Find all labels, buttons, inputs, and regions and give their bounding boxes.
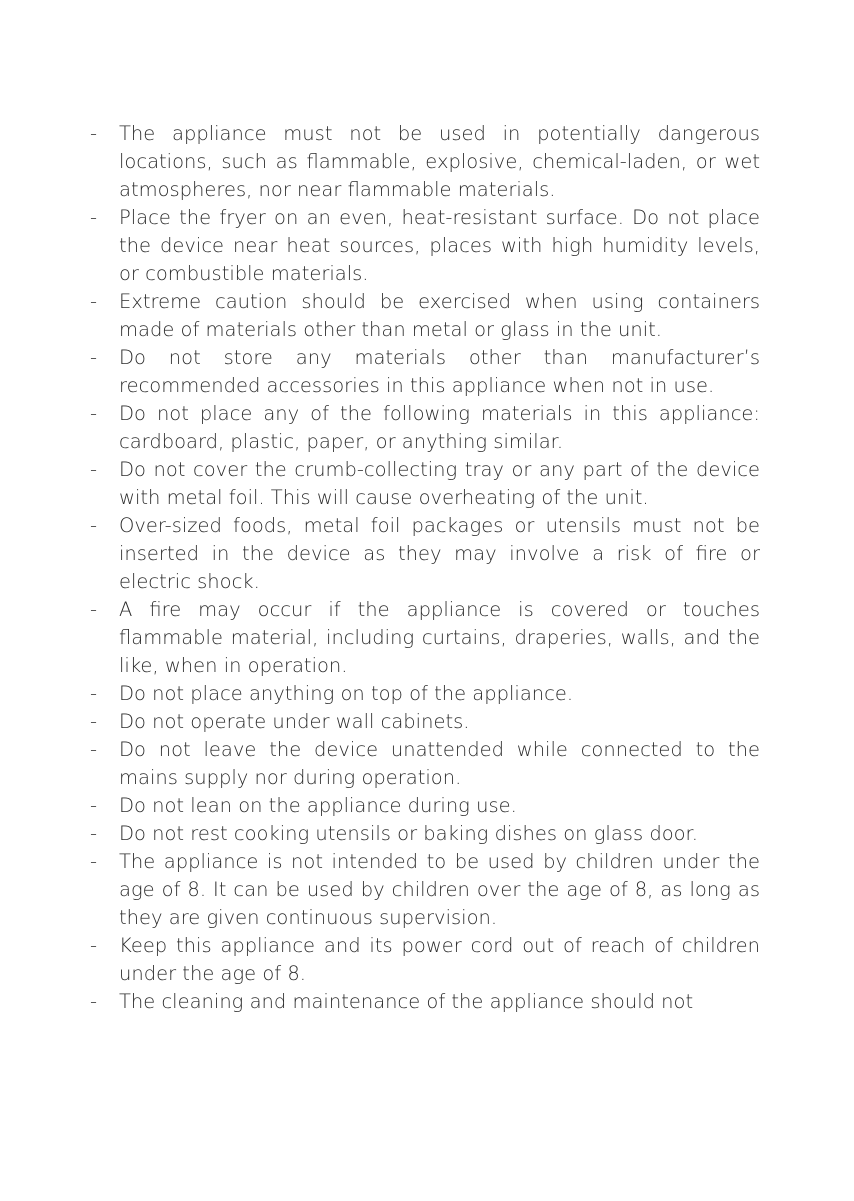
list-item-text: Do not place any of the following materials in this appliance: cardboard, plastic, paper, or anything similar.: [119, 402, 760, 453]
list-item: [84, 932, 760, 988]
list-item: [84, 708, 760, 736]
dash-bullet: -: [90, 794, 98, 817]
list-item: [84, 344, 760, 400]
dash-bullet: -: [90, 514, 98, 537]
list-item-text: The appliance is not intended to be used by children under the age of 8. It can be used by children over the age of 8, as long as they are given continuous supervision.: [119, 850, 760, 929]
list-item: [84, 680, 760, 708]
list-item: [84, 792, 760, 820]
list-item: [84, 848, 760, 932]
dash-bullet: -: [90, 990, 98, 1013]
list-item-text: Keep this appliance and its power cord out of reach of children under the age of 8.: [119, 934, 760, 985]
dash-bullet: -: [90, 290, 98, 313]
list-item-text: A fire may occur if the appliance is covered or touches flammable material, including curtains, draperies, walls, and the like, when in operation.: [119, 598, 760, 677]
list-item-text: Do not place anything on top of the appliance.: [119, 682, 574, 705]
dash-bullet: -: [90, 738, 98, 761]
list-item-text: Extreme caution should be exercised when using containers made of materials other than metal or glass in the unit.: [119, 290, 760, 341]
list-item: [84, 456, 760, 512]
list-item-text: Do not store any materials other than manufacturer’s recommended accessories in this appliance when not in use.: [119, 346, 760, 397]
dash-bullet: -: [90, 122, 98, 145]
list-item-text: The cleaning and maintenance of the appliance should not: [119, 990, 694, 1013]
list-item-text: Over-sized foods, metal foil packages or utensils must not be inserted in the device as they may involve a risk of fire or electric shock.: [119, 514, 760, 593]
list-item-text: Do not operate under wall cabinets.: [119, 710, 470, 733]
dash-bullet: -: [90, 934, 98, 957]
dash-bullet: -: [90, 346, 98, 369]
list-item: [84, 736, 760, 792]
dash-bullet: -: [90, 402, 98, 425]
list-item: [84, 988, 760, 1016]
list-item-text: Place the fryer on an even, heat-resistant surface. Do not place the device near heat sources, places with high humidity levels, or combustible materials.: [119, 206, 760, 285]
list-item-text: Do not rest cooking utensils or baking dishes on glass door.: [119, 822, 698, 845]
dash-bullet: -: [90, 458, 98, 481]
dash-bullet: -: [90, 598, 98, 621]
dash-bullet: -: [90, 206, 98, 229]
list-item-text: Do not lean on the appliance during use.: [119, 794, 517, 817]
list-item: [84, 120, 760, 204]
list-item-text: Do not leave the device unattended while connected to the mains supply nor during operation.: [119, 738, 760, 789]
list-item: [84, 820, 760, 848]
dash-bullet: -: [90, 850, 98, 873]
safety-instructions-list: [84, 120, 760, 1016]
list-item: [84, 400, 760, 456]
dash-bullet: -: [90, 682, 98, 705]
list-item: [84, 288, 760, 344]
list-item: [84, 204, 760, 288]
list-item: [84, 596, 760, 680]
list-item: [84, 512, 760, 596]
dash-bullet: -: [90, 710, 98, 733]
list-item-text: The appliance must not be used in potentially dangerous locations, such as flammable, explosive, chemical-laden, or wet atmospheres, nor near flammable materials.: [119, 122, 760, 201]
dash-bullet: -: [90, 822, 98, 845]
list-item-text: Do not cover the crumb-collecting tray or any part of the device with metal foil. This will cause overheating of the unit.: [119, 458, 760, 509]
